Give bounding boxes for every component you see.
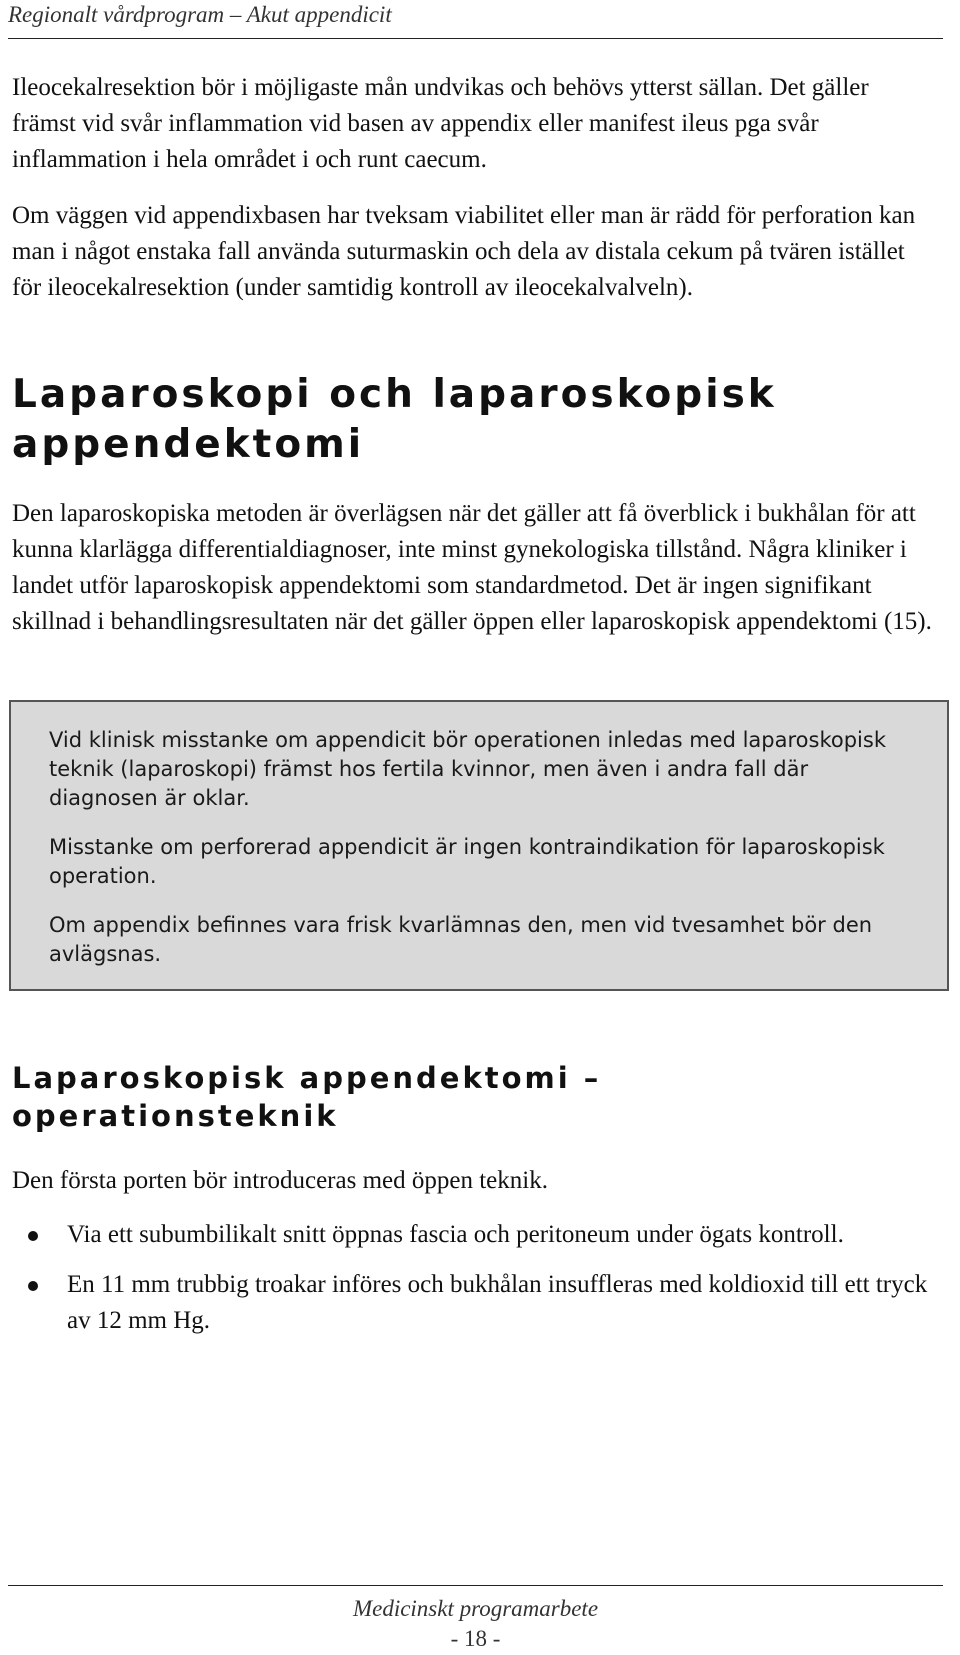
bullet-item — [12, 1267, 937, 1339]
recommendation-paragraph-1: Vid klinisk misstanke om appendicit bör operationen inledas med laparoskopisk teknik (laparoskopi) främst hos fertila kvinnor, men även i andra fall där diagnosen är oklar. — [49, 728, 886, 810]
technique-bullet-list — [12, 1217, 937, 1339]
recommendation-box — [9, 700, 949, 991]
running-footer — [8, 1585, 943, 1654]
bullet-icon — [28, 1281, 38, 1291]
bullet-item — [12, 1217, 937, 1253]
running-header-title: Regionalt vårdprogram – Akut appendicit — [8, 2, 392, 27]
section1-paragraph: Den laparoskopiska metoden är överlägsen när det gäller att få överblick i bukhålan för att kunna klarlägga differentialdiagnoser, inte minst gynekologiska tillstånd. Några kliniker i landet utför laparoskopisk appendektomi som standardmetod. Det är ingen signifikant skillnad i behandlingsresultaten när det gäller öppen eller laparoskopisk appendektomi (15). — [12, 500, 932, 635]
recommendation-paragraph-2: Misstanke om perforerad appendicit är ingen kontraindikation för laparoskopisk operation. — [49, 835, 885, 888]
footer-title: Medicinskt programarbete — [352, 1596, 599, 1621]
intro-paragraph-1: Ileocekalresektion bör i möjligaste mån undvikas och behövs ytterst sällan. Det gäller främst vid svår inflammation vid basen av appendix eller manifest ileus pga svår inflammation i hela området i och runt caecum. — [12, 74, 869, 173]
intro-paragraph-2: Om väggen vid appendixbasen har tveksam viabilitet eller man är rädd för perforation kan man i något enstaka fall använda suturmaskin och dela av distala cekum på tvären istället för ileocekalresektion (under samtidig kontroll av ileocekalvalveln). — [12, 202, 916, 301]
section-heading-operationsteknik: Laparoskopisk appendektomi – operationsteknik — [12, 1061, 602, 1133]
bullet-text: Via ett subumbilikalt snitt öppnas fascia och peritoneum under ögats kontroll. — [67, 1221, 844, 1248]
recommendation-paragraph-3: Om appendix befinnes vara frisk kvarlämnas den, men vid tvesamhet bör den avlägsnas. — [49, 913, 873, 966]
bullet-icon — [28, 1231, 38, 1241]
section2-paragraph: Den första porten bör introduceras med öppen teknik. — [12, 1167, 548, 1194]
bullet-text: En 11 mm trubbig troakar införes och bukhålan insuffleras med koldioxid till ett tryck av 12 mm Hg. — [67, 1271, 928, 1334]
page-number: - 18 - — [450, 1626, 501, 1651]
running-header — [8, 0, 943, 39]
section-heading-laparoskopi: Laparoskopi och laparoskopisk appendektomi — [12, 372, 777, 467]
document-body — [12, 70, 937, 1339]
